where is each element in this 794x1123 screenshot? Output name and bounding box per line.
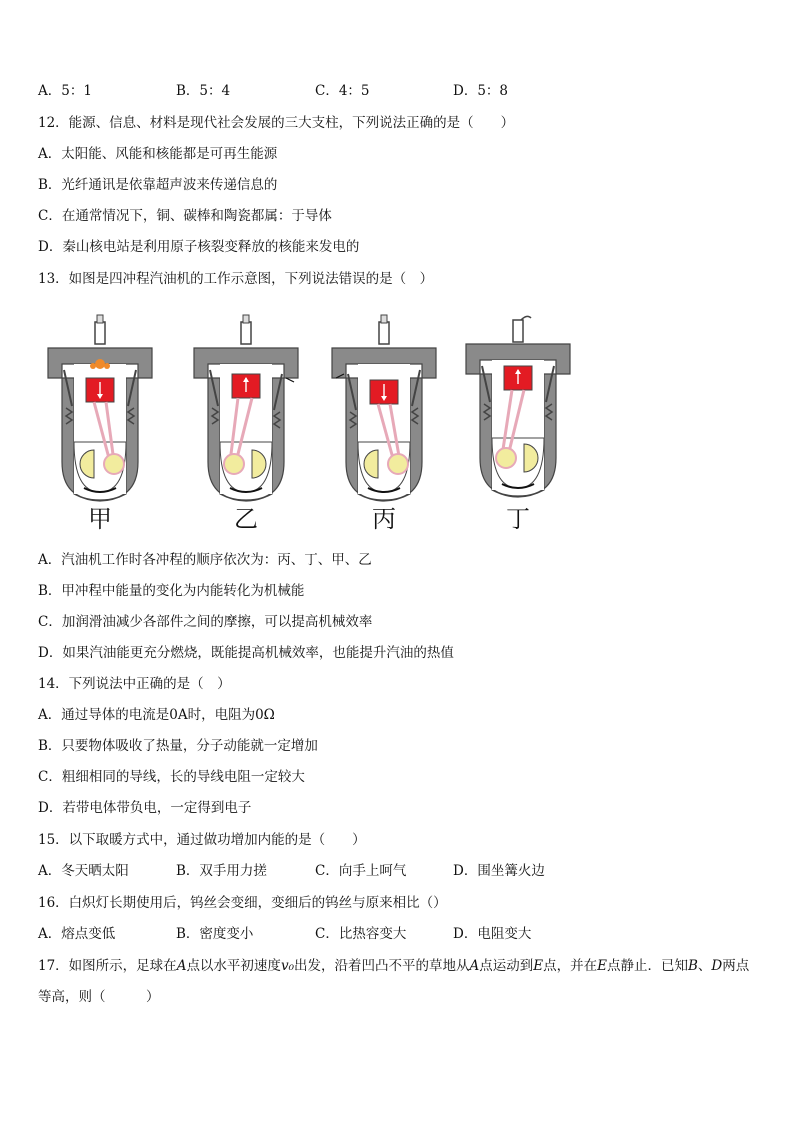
q17-text-7: 、 — [697, 958, 712, 974]
q15-option-b: B．双手用力搓 — [176, 863, 267, 879]
q16-stem: 16．白炽灯长期使用后，钨丝会变细，变细后的钨丝与原来相比（） — [38, 895, 447, 911]
q17-var-e-2: E — [597, 958, 607, 974]
engine-bing-drawing — [328, 312, 440, 502]
engine-jia-drawing — [44, 312, 156, 502]
q12-stem: 12．能源、信息、材料是现代社会发展的三大支柱，下列说法正确的是（ ） — [38, 115, 515, 131]
q13-option-b: B．甲冲程中能量的变化为内能转化为机械能 — [38, 583, 305, 599]
label-yi: 乙 — [234, 505, 258, 533]
q17-text-4: 点运动到 — [479, 958, 534, 974]
q17-text-6: 点静止．已知 — [606, 958, 688, 974]
q13-option-c: C．加润滑油减少各部件之间的摩擦，可以提高机械效率 — [38, 614, 373, 630]
q17-var-a: A — [176, 958, 187, 974]
q15-option-d: D．围坐篝火边 — [453, 863, 545, 879]
q13-option-d: D．如果汽油能更充分燃烧，既能提高机械效率，也能提升汽油的热值 — [38, 645, 454, 661]
q14-option-a: A．通过导体的电流是0A时，电阻为0Ω — [38, 707, 275, 723]
q12-option-b: B．光纤通讯是依靠超声波来传递信息的 — [38, 177, 278, 193]
engine-ding — [462, 312, 574, 502]
q17-var-v0: v₀ — [280, 958, 294, 974]
q16-option-a: A．熔点变低 — [38, 926, 116, 942]
q17-var-e: E — [533, 958, 544, 974]
engine-jia — [44, 312, 156, 502]
q17-var-b: B — [687, 958, 698, 974]
q17-var-d: D — [711, 958, 723, 974]
q17-var-a-2: A — [469, 958, 480, 974]
q13-stem: 13．如图是四冲程汽油机的工作示意图，下列说法错误的是（ ） — [38, 271, 434, 287]
q12-option-c: C．在通常情况下，铜、碳棒和陶瓷都属：于导体 — [38, 208, 332, 224]
q14-option-d: D．若带电体带负电，一定得到电子 — [38, 800, 252, 816]
engine-bing — [328, 312, 440, 502]
q15-option-a: A．冬天晒太阳 — [38, 863, 129, 879]
q17-text-5: 点，并在 — [543, 958, 598, 974]
q17-text-2: 点以水平初速度 — [186, 958, 281, 974]
q11-option-b: B．5：4 — [176, 83, 231, 99]
engine-yi — [190, 312, 302, 502]
engine-ding-drawing — [462, 312, 574, 502]
q12-option-a: A．太阳能、风能和核能都是可再生能源 — [38, 146, 278, 162]
q17-text-1: 17．如图所示，足球在 — [38, 958, 177, 974]
q15-option-c: C．向手上呵气 — [315, 863, 407, 879]
q13-option-a: A．汽油机工作时各冲程的顺序依次为：丙、丁、甲、乙 — [38, 552, 372, 568]
q16-option-d: D．电阻变大 — [453, 926, 532, 942]
q12-option-d: D．秦山核电站是利用原子核裂变释放的核能来发电的 — [38, 239, 360, 255]
q16-option-c: C．比热容变大 — [315, 926, 407, 942]
q11-option-c: C．4：5 — [315, 83, 370, 99]
engine-yi-drawing — [190, 312, 302, 502]
label-bing: 丙 — [372, 505, 396, 533]
q11-option-d: D．5：8 — [453, 83, 509, 99]
q16-option-b: B．密度变小 — [176, 926, 254, 942]
q14-stem: 14．下列说法中正确的是（ ） — [38, 676, 231, 692]
q17-stem — [38, 951, 762, 1013]
q14-option-c: C．粗细相同的导线，长的导线电阻一定较大 — [38, 769, 305, 785]
q14-option-b: B．只要物体吸收了热量，分子动能就一定增加 — [38, 738, 318, 754]
q17-text-8: 两点等高，则（ ） — [38, 958, 750, 1005]
label-jia: 甲 — [88, 505, 112, 533]
four-stroke-engine-figure — [44, 312, 564, 533]
q11-option-a: A．5：1 — [38, 83, 92, 99]
q15-stem: 15．以下取暖方式中，通过做功增加内能的是（ ） — [38, 832, 366, 848]
label-ding: 丁 — [506, 505, 530, 533]
q17-text-3: 出发，沿着凹凸不平的草地从 — [293, 958, 470, 974]
